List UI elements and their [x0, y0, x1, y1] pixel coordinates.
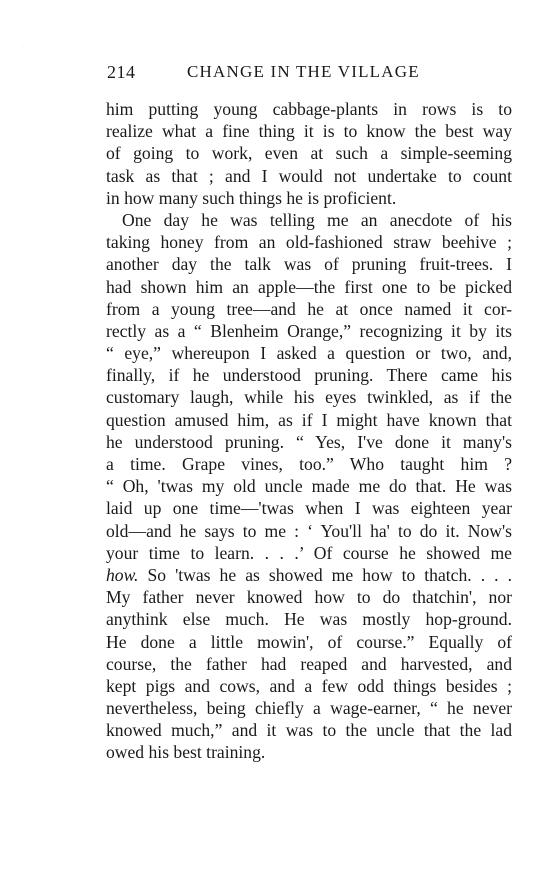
text-line: My father never knowed how to do thatchin', nor: [106, 587, 512, 608]
running-head: CHANGE IN THE VILLAGE: [187, 62, 420, 81]
text-line: knowed much,” and it was to the uncle that the lad: [106, 720, 512, 741]
text-line: “ Oh, 'twas my old uncle made me do that. He was: [106, 476, 512, 497]
page-header: [107, 62, 512, 90]
text-line: realize what a fine thing it is to know the best way: [106, 121, 512, 142]
text-line: laid up one time—'twas when I was eighteen year: [106, 498, 512, 519]
text-line: of going to work, even at such a simple-seeming: [106, 143, 512, 164]
text-line: nevertheless, being chiefly a wage-earner, “ he never: [106, 698, 512, 719]
page-number: 214: [107, 62, 136, 82]
text-line: “ eye,” whereupon I asked a question or two, and,: [106, 343, 512, 364]
paragraph: [106, 98, 512, 209]
text-line: old—and he says to me : ‘ You'll ha' to do it. Now's: [106, 520, 512, 541]
text-line: kept pigs and cows, and a few odd things besides ;: [106, 675, 512, 696]
text-line: how. So 'twas he as showed me how to thatch. . . .: [106, 564, 512, 585]
text-line: finally, if he understood pruning. There came his: [106, 365, 512, 386]
text-line: taking honey from an old-fashioned straw beehive ;: [106, 232, 512, 253]
body-text: [106, 98, 512, 764]
text-line: task as that ; and I would not undertake to count: [106, 165, 512, 186]
text-line: rectly as a “ Blenheim Orange,” recognizing it by its: [106, 320, 512, 341]
text-line: another day the talk was of pruning fruit-trees. I: [106, 254, 512, 275]
text-line: customary laugh, while his eyes twinkled, as if the: [106, 387, 512, 408]
text-line: course, the father had reaped and harvested, and: [106, 653, 512, 674]
text-line: in how many such things he is proficient.: [106, 187, 397, 208]
text-line: question amused him, as if I might have known that: [106, 409, 512, 430]
scan-speck: · ·: [22, 44, 28, 50]
text-line: had shown him an apple—the first one to be picked: [106, 276, 512, 297]
text-line: your time to learn. . . .’ Of course he showed me: [106, 542, 512, 563]
text-line: owed his best training.: [106, 742, 266, 763]
text-line: he understood pruning. “ Yes, I've done it many's: [106, 431, 512, 452]
text-line: He done a little mowin', of course.” Equally of: [106, 631, 512, 652]
text-line: him putting young cabbage-plants in rows is to: [106, 99, 512, 119]
text-line: anythink else much. He was mostly hop-ground.: [106, 609, 512, 630]
text-line: from a young tree—and he at once named it cor-: [106, 298, 512, 319]
paragraph: [106, 209, 512, 764]
text-line: a time. Grape vines, too.” Who taught him ?: [106, 454, 512, 474]
text-line: One day he was telling me an anecdote of his: [122, 209, 512, 230]
